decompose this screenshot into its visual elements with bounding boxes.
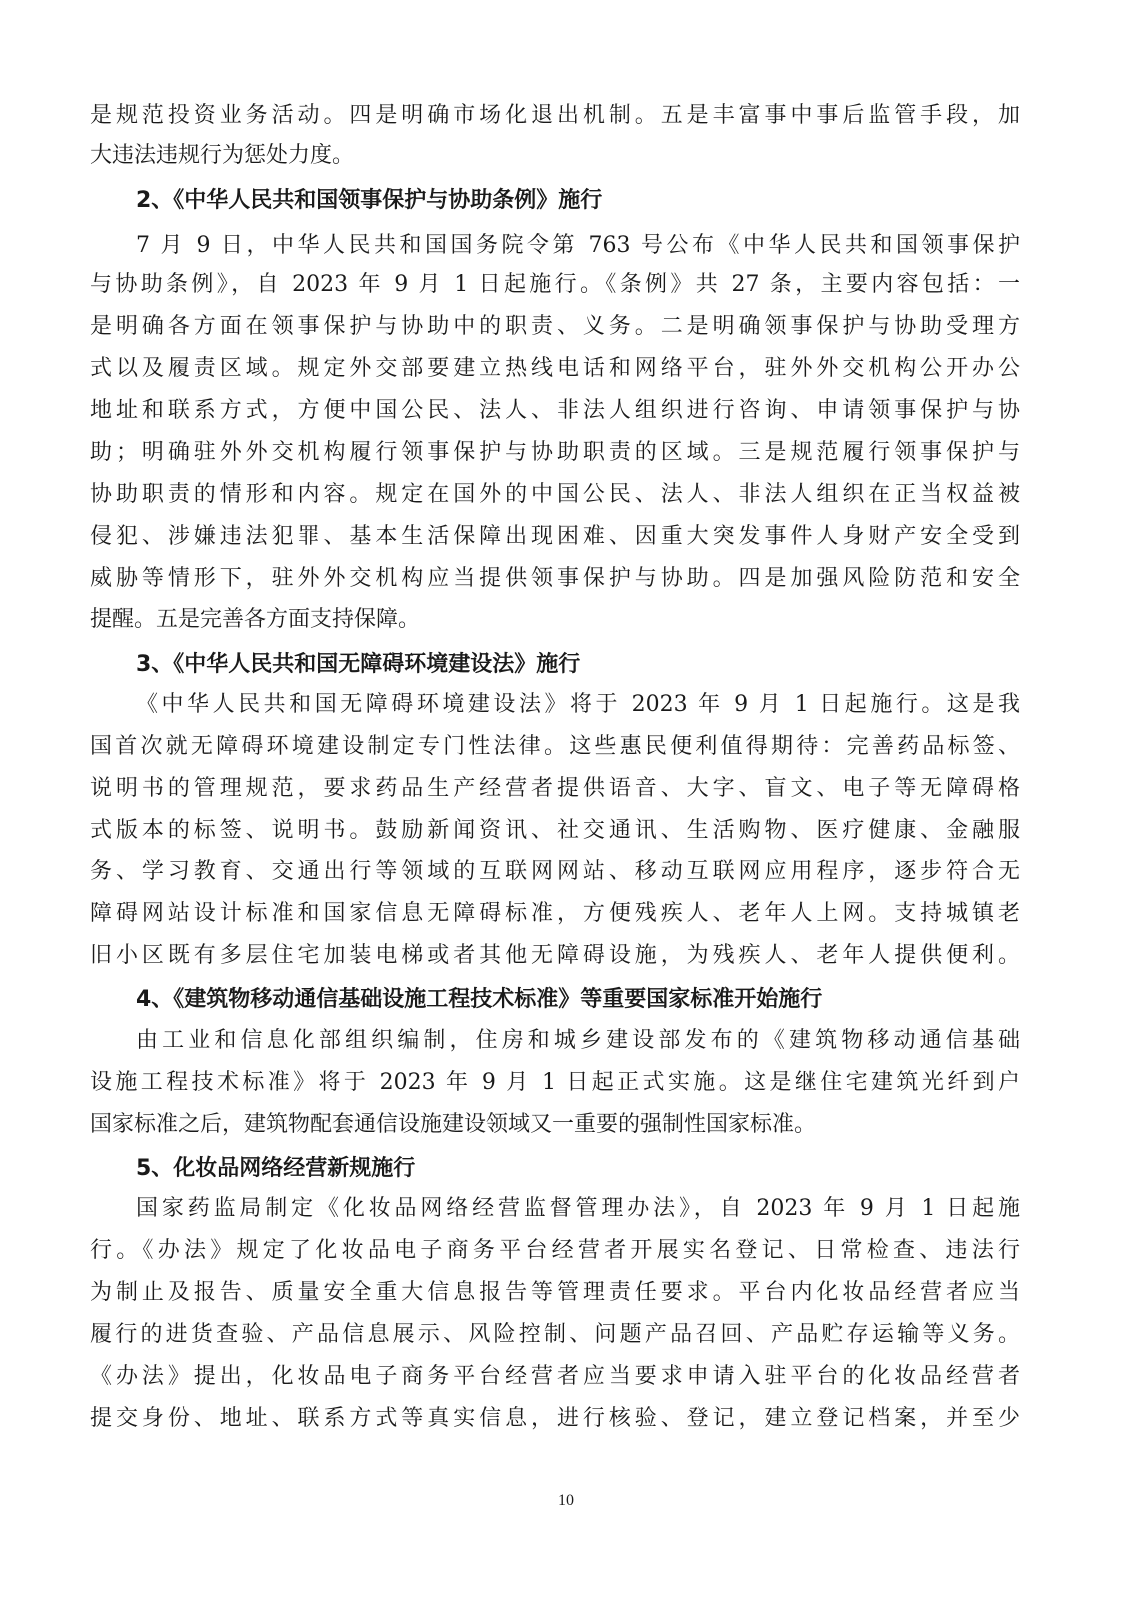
paragraph-line: 国家药监局制定《化妆品网络经营监督管理办法》，自 2023 年 9 月 1 日起施 (136, 1196, 1020, 1221)
section-heading-4: 4、《建筑物移动通信基础设施工程技术标准》等重要国家标准开始施行 (136, 987, 823, 1012)
paragraph-line: 协助职责的情形和内容。规定在国外的中国公民、法人、非法人组织在正当权益被 (90, 482, 1020, 507)
paragraph-line: 障碍网站设计标准和国家信息无障碍标准，方便残疾人、老年人上网。支持城镇老 (90, 901, 1020, 926)
section-heading-2: 2、《中华人民共和国领事保护与协助条例》施行 (136, 188, 603, 213)
paragraph-line: 与协助条例》，自 2023 年 9 月 1 日起施行。《条例》共 27 条，主要内容包括：一 (90, 272, 1020, 297)
paragraph-line: 履行的进货查验、产品信息展示、风险控制、问题产品召回、产品贮存运输等义务。 (90, 1322, 1020, 1347)
paragraph-line: 是规范投资业务活动。四是明确市场化退出机制。五是丰富事中事后监管手段，加 (90, 103, 1020, 128)
paragraph-line: 行。《办法》规定了化妆品电子商务平台经营者开展实名登记、日常检查、违法行 (90, 1238, 1020, 1263)
paragraph-line: 由工业和信息化部组织编制，住房和城乡建设部发布的《建筑物移动通信基础 (136, 1028, 1020, 1053)
paragraph-line: 侵犯、涉嫌违法犯罪、基本生活保障出现困难、因重大突发事件人身财产安全受到 (90, 524, 1020, 549)
paragraph-line: 设施工程技术标准》将于 2023 年 9 月 1 日起正式实施。这是继住宅建筑光纤到户 (90, 1070, 1020, 1095)
paragraph-line: 式版本的标签、说明书。鼓励新闻资讯、社交通讯、生活购物、医疗健康、金融服 (90, 818, 1020, 843)
paragraph-line: 《办法》提出，化妆品电子商务平台经营者应当要求申请入驻平台的化妆品经营者 (90, 1364, 1020, 1389)
paragraph-line: 《中华人民共和国无障碍环境建设法》将于 2023 年 9 月 1 日起施行。这是我 (136, 692, 1020, 717)
paragraph-line: 式以及履责区域。规定外交部要建立热线电话和网络平台，驻外外交机构公开办公 (90, 356, 1020, 381)
page-number: 10 (558, 1492, 574, 1509)
paragraph-line: 是明确各方面在领事保护与协助中的职责、义务。二是明确领事保护与协助受理方 (90, 314, 1020, 339)
paragraph-line: 为制止及报告、质量安全重大信息报告等管理责任要求。平台内化妆品经营者应当 (90, 1280, 1020, 1305)
paragraph-line: 国首次就无障碍环境建设制定专门性法律。这些惠民便利值得期待：完善药品标签、 (90, 734, 1020, 759)
paragraph-line: 提交身份、地址、联系方式等真实信息，进行核验、登记，建立登记档案，并至少 (90, 1406, 1020, 1431)
paragraph-line: 提醒。五是完善各方面支持保障。 (90, 607, 421, 632)
paragraph-line: 说明书的管理规范，要求药品生产经营者提供语音、大字、盲文、电子等无障碍格 (90, 776, 1020, 801)
paragraph-line: 7 月 9 日，中华人民共和国国务院令第 763 号公布《中华人民共和国领事保护 (136, 233, 1020, 258)
paragraph-line: 助；明确驻外外交机构履行领事保护与协助职责的区域。三是规范履行领事保护与 (90, 440, 1020, 465)
section-heading-3: 3、《中华人民共和国无障碍环境建设法》施行 (136, 652, 581, 677)
section-heading-5: 5、化妆品网络经营新规施行 (136, 1156, 416, 1181)
paragraph-line: 务、学习教育、交通出行等领域的互联网网站、移动互联网应用程序，逐步符合无 (90, 859, 1020, 884)
paragraph-line: 国家标准之后，建筑物配套通信设施建设领域又一重要的强制性国家标准。 (90, 1112, 817, 1137)
paragraph-line: 旧小区既有多层住宅加装电梯或者其他无障碍设施，为残疾人、老年人提供便利。 (90, 943, 1020, 968)
paragraph-line: 地址和联系方式，方便中国公民、法人、非法人组织进行咨询、申请领事保护与协 (90, 398, 1020, 423)
paragraph-line: 威胁等情形下，驻外外交机构应当提供领事保护与协助。四是加强风险防范和安全 (90, 566, 1020, 591)
paragraph-line: 大违法违规行为惩处力度。 (90, 143, 355, 168)
